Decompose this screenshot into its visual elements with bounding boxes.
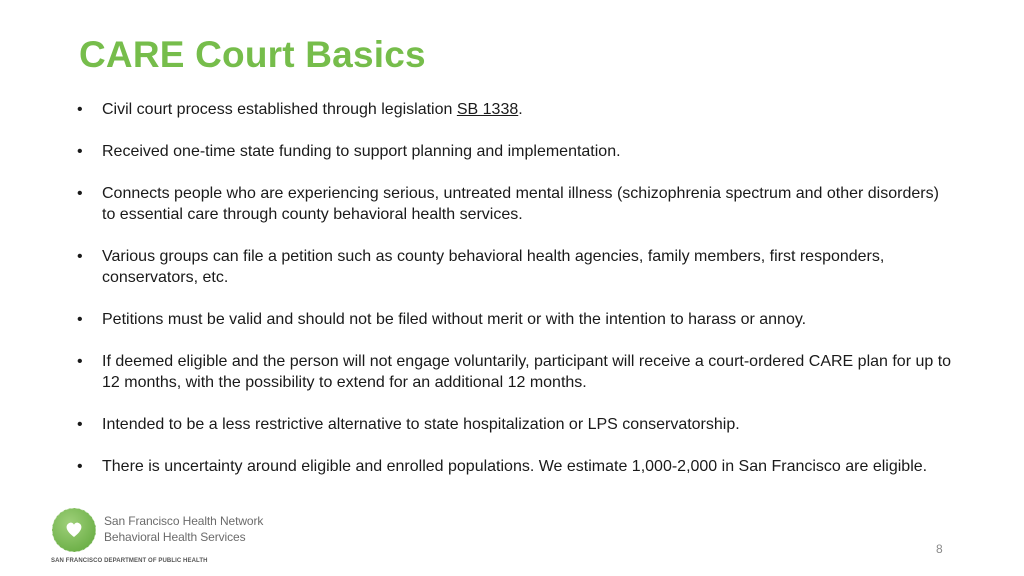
- logo-network-name: San Francisco Health Network: [104, 514, 264, 528]
- bullet-text: There is uncertainty around eligible and enrolled populations. We estimate 1,000-2,000 in San Francisco are eligible.: [102, 458, 928, 475]
- logo-service-name: Behavioral Health Services: [104, 530, 246, 544]
- bullet-text: Received one-time state funding to support planning and implementation.: [102, 143, 621, 160]
- bullet-item: [74, 309, 954, 330]
- bullet-marker: •: [77, 416, 83, 433]
- slide-title: CARE Court Basics: [79, 34, 426, 75]
- bullet-marker: •: [77, 353, 83, 370]
- bullet-text: Various groups can file a petition such as county behavioral health agencies, family members, first responders, conservators, etc.: [102, 248, 885, 286]
- page-number: 8: [936, 542, 943, 556]
- bullet-text: Civil court process established through legislation: [102, 101, 457, 118]
- bullet-marker: •: [77, 143, 83, 160]
- logo-department: SAN FRANCISCO DEPARTMENT OF PUBLIC HEALTH: [51, 558, 208, 564]
- bullet-item: [74, 351, 954, 393]
- heart-icon: [51, 507, 97, 553]
- bullet-marker: •: [77, 185, 83, 202]
- bullet-text: If deemed eligible and the person will not engage voluntarily, participant will receive a court-ordered CARE plan for up to 12 months, with the possibility to extend for an additional 12 months.: [102, 353, 952, 391]
- bullet-marker: •: [77, 101, 83, 118]
- bullet-list: [74, 99, 954, 498]
- bullet-marker: •: [77, 311, 83, 328]
- bullet-text: Connects people who are experiencing serious, untreated mental illness (schizophrenia spectrum and other disorders) to essential care through county behavioral health services.: [102, 185, 939, 223]
- bullet-text: Intended to be a less restrictive alternative to state hospitalization or LPS conservatorship.: [102, 416, 740, 433]
- bullet-item: [74, 99, 954, 120]
- bullet-item: [74, 456, 954, 477]
- bullet-text: Petitions must be valid and should not be filed without merit or with the intention to harass or annoy.: [102, 311, 807, 328]
- bullet-marker: •: [77, 458, 83, 475]
- sb-1338-link[interactable]: SB 1338: [456, 101, 519, 118]
- bullet-item: [74, 141, 954, 162]
- bullet-item: [74, 414, 954, 435]
- bullet-item: [74, 246, 954, 288]
- sfhn-logo: [51, 507, 311, 569]
- bullet-marker: •: [77, 248, 83, 265]
- bullet-item: [74, 183, 954, 225]
- bullet-text-end: .: [518, 101, 523, 118]
